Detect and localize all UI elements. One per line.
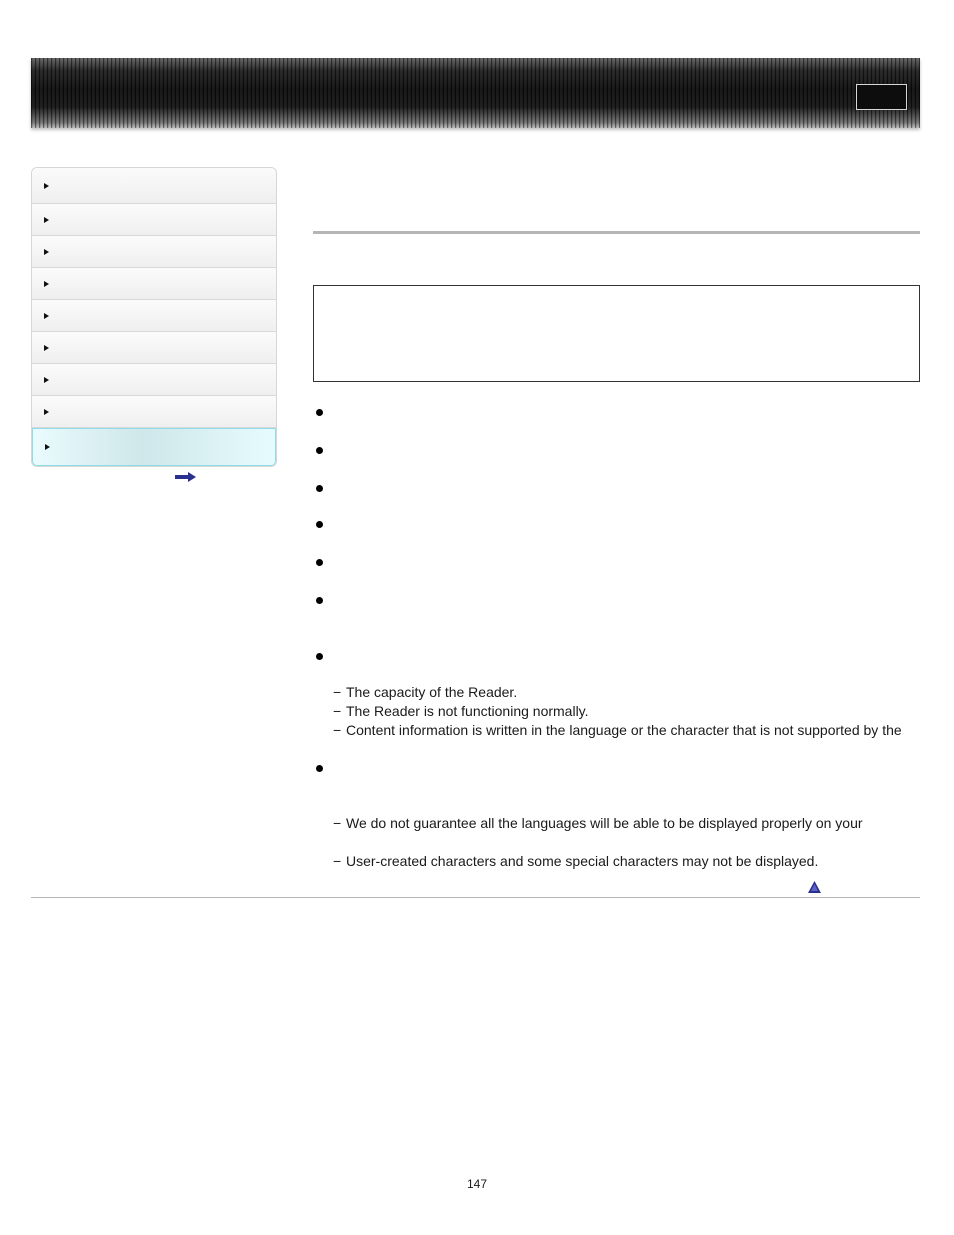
- sidebar-item-2[interactable]: [32, 204, 276, 236]
- triangle-right-icon: [44, 377, 49, 383]
- bullet-5: [316, 559, 323, 566]
- bullet-7: [316, 653, 323, 660]
- bullet-8: [316, 765, 323, 772]
- sub-item-1: − The capacity of the Reader.: [333, 684, 518, 700]
- sub-item-text: Content information is written in the language or the character that is not supported by the: [346, 722, 902, 738]
- title-divider: [313, 231, 920, 234]
- sidebar-item-1[interactable]: [32, 168, 276, 204]
- sidebar-nav: [31, 167, 277, 467]
- triangle-right-icon: [44, 183, 49, 189]
- triangle-right-icon: [44, 409, 49, 415]
- sub-item-text: The Reader is not functioning normally.: [346, 703, 589, 719]
- sub-item-text: The capacity of the Reader.: [346, 684, 518, 700]
- triangle-right-icon: [44, 249, 49, 255]
- triangle-right-icon: [44, 313, 49, 319]
- note-box: [313, 285, 920, 382]
- sub-item-text: We do not guarantee all the languages will be able to be displayed properly on your: [346, 815, 863, 831]
- sidebar-item-7[interactable]: [32, 364, 276, 396]
- sub-item-4: − We do not guarantee all the languages will be able to be displayed properly on your: [333, 815, 863, 831]
- sub-item-3: − Content information is written in the language or the character that is not supported by the: [333, 722, 902, 738]
- arrow-right-icon[interactable]: [175, 472, 197, 482]
- sidebar-item-4[interactable]: [32, 268, 276, 300]
- sub-item-5: − User-created characters and some special characters may not be displayed.: [333, 853, 819, 869]
- header-banner: [31, 58, 920, 128]
- sidebar-item-active[interactable]: [32, 428, 276, 466]
- sidebar-item-6[interactable]: [32, 332, 276, 364]
- triangle-right-icon: [44, 281, 49, 287]
- sub-item-text: User-created characters and some special characters may not be displayed.: [346, 853, 819, 869]
- triangle-right-icon: [44, 217, 49, 223]
- triangle-right-icon: [44, 345, 49, 351]
- triangle-right-icon: [45, 444, 50, 450]
- sidebar-item-3[interactable]: [32, 236, 276, 268]
- page-number: 147: [466, 1177, 488, 1191]
- bullet-4: [316, 521, 323, 528]
- footer-divider: [31, 897, 920, 898]
- header-button[interactable]: [856, 84, 907, 110]
- triangle-up-icon[interactable]: [808, 881, 821, 893]
- sidebar-item-5[interactable]: [32, 300, 276, 332]
- bullet-6: [316, 597, 323, 604]
- bullet-2: [316, 447, 323, 454]
- bullet-1: [316, 409, 323, 416]
- sidebar-item-8[interactable]: [32, 396, 276, 428]
- sub-item-2: − The Reader is not functioning normally.: [333, 703, 589, 719]
- bullet-3: [316, 485, 323, 492]
